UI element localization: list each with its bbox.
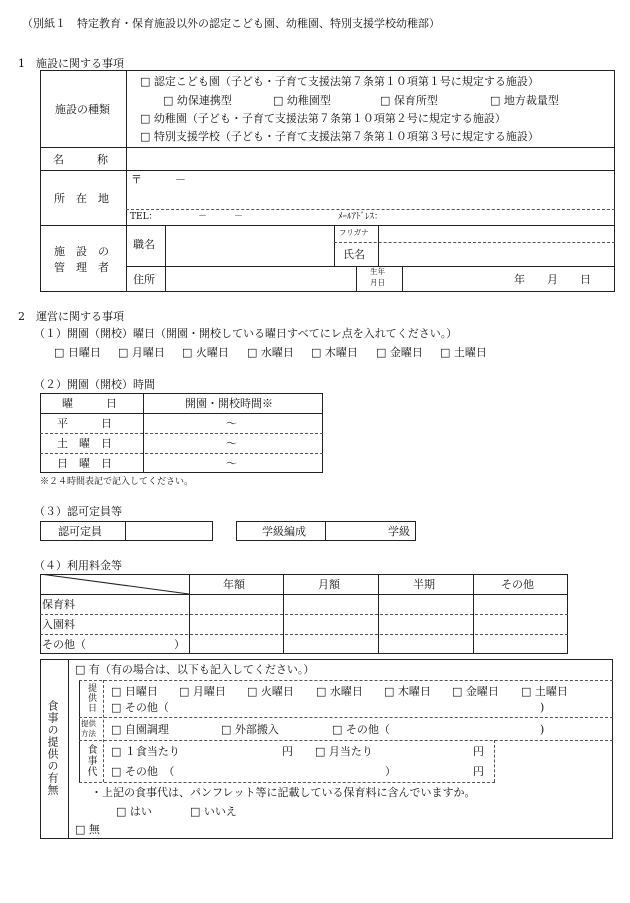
meal-day-thursday[interactable]: □ 木曜日 [384, 685, 431, 698]
fees-col-monthly: 月額 [318, 578, 340, 591]
fees-col-half: 半期 [413, 578, 435, 591]
furigana-label: フリガナ [339, 228, 369, 237]
class-label: 学級編成 [262, 525, 306, 538]
type-option-tokubetsu[interactable]: □ 特別支援学校（子ども・子育て支援法第７条第１０項第３号に規定する施設） [140, 130, 539, 143]
cost-per-meal[interactable]: □ １食当たり [111, 745, 180, 758]
address-label: 所 在 地 [54, 192, 109, 205]
answer-yes[interactable]: □ はい [116, 805, 152, 818]
class-unit: 学級 [388, 525, 410, 538]
day-tuesday[interactable]: □ 火曜日 [182, 346, 229, 359]
hours-note: ※２４時間表記で記入してください。 [40, 477, 194, 487]
method-other[interactable]: □ その他（ [332, 723, 390, 736]
method-label-1: 提供 [81, 719, 96, 728]
meal-day-wednesday[interactable]: □ 水曜日 [316, 685, 363, 698]
capacity-heading: （３）認可定員等 [34, 505, 122, 518]
subtype-yochien[interactable]: □ 幼稚園型 [273, 94, 331, 107]
type-option-yochien[interactable]: □ 幼稚園（子ども・子育て支援法第７条第１０項第２号に規定する施設） [140, 112, 506, 125]
hours-col-day: 曜 日 [62, 397, 117, 410]
method-external[interactable]: □ 外部搬入 [221, 723, 279, 736]
day-sunday[interactable]: □ 日曜日 [54, 346, 101, 359]
answer-no[interactable]: □ いいえ [190, 805, 237, 818]
birth-label-1: 生年 [370, 267, 385, 276]
meal-days-label: 提供日 [86, 683, 96, 713]
capacity-field[interactable] [128, 524, 210, 538]
birth-date-field[interactable]: 年 月 日 [514, 273, 591, 286]
method-in-house[interactable]: □ 自園調理 [111, 723, 169, 736]
fees-col-annual: 年額 [223, 578, 245, 591]
cost-other-close: ） [385, 765, 396, 778]
email-field[interactable]: ﾒｰﾙｱﾄﾞﾚｽ： [338, 212, 384, 222]
manager-name-label: 氏名 [343, 248, 365, 261]
document-title: （別紙１ 特定教育・保育施設以外の認定こども園、幼稚園、特別支援学校幼稚部） [22, 17, 440, 30]
fees-row-other: その他（ ） [42, 638, 185, 651]
meal-day-tuesday[interactable]: □ 火曜日 [247, 685, 294, 698]
facility-name-label: 名 称 [53, 153, 108, 166]
fee-inclusion-question: ・上記の食事代は、パンフレット等に記載している保育料に含んでいますか。 [91, 786, 476, 799]
hours-heading: （２）開園（開校）時間 [34, 378, 155, 391]
type-option-kodomoen[interactable]: □ 認定こども園（子ども・子育て支援法第７条第１０項第１号に規定する施設） [140, 75, 539, 88]
hours-row-saturday-label: 土 曜 日 [57, 437, 112, 450]
facility-table-divider [126, 70, 127, 292]
cost-other[interactable]: □ その他 （ [111, 765, 175, 778]
postal-code-field[interactable]: 〒 － [131, 173, 186, 186]
meal-day-friday[interactable]: □ 金曜日 [452, 685, 499, 698]
day-wednesday[interactable]: □ 水曜日 [247, 346, 294, 359]
day-thursday[interactable]: □ 木曜日 [311, 346, 358, 359]
hours-row-weekday-label: 平 日 [57, 417, 112, 430]
facility-name-field[interactable] [130, 155, 610, 167]
hours-row-weekday-time[interactable]: ～ [226, 417, 237, 430]
day-monday[interactable]: □ 月曜日 [118, 346, 165, 359]
fees-row-childcare: 保育料 [42, 598, 75, 611]
section1-heading: 1 施設に関する事項 [18, 57, 124, 70]
hours-row-sunday-time[interactable]: ～ [226, 457, 237, 470]
cost-per-meal-yen: 円 [282, 745, 293, 758]
tel-field[interactable]: TEL： － － [130, 212, 244, 222]
day-friday[interactable]: □ 金曜日 [376, 346, 423, 359]
method-label-2: 方法 [81, 729, 96, 738]
capacity-label: 認可定員 [58, 525, 102, 538]
meal-yes-option[interactable]: □ 有（有の場合は、以下も記入してください。） [75, 663, 315, 676]
meal-day-other-close: ) [540, 701, 545, 714]
meal-cost-label: 食事代 [85, 744, 96, 777]
meal-day-monday[interactable]: □ 月曜日 [179, 685, 226, 698]
method-other-close: ) [540, 723, 545, 736]
facility-type-label: 施設の種類 [55, 103, 110, 116]
fees-heading: （４）利用料金等 [34, 559, 122, 572]
manager-address-label: 住所 [133, 273, 155, 286]
fees-col-other: その他 [501, 578, 534, 591]
section2-heading: 2 運営に関する事項 [18, 310, 124, 323]
hours-row-saturday-time[interactable]: ～ [226, 437, 237, 450]
meal-provision-label: 食事の提供の有無 [46, 700, 59, 796]
meal-day-sunday[interactable]: □ 日曜日 [111, 685, 158, 698]
subtype-hoikusho[interactable]: □ 保育所型 [380, 94, 438, 107]
cost-per-month-yen: 円 [473, 745, 484, 758]
day-saturday[interactable]: □ 土曜日 [440, 346, 487, 359]
birth-label-2: 月日 [370, 278, 385, 287]
manager-label-2: 管 理 者 [54, 261, 109, 274]
hours-col-time: 開園・開校時間※ [185, 397, 273, 410]
meal-no-option[interactable]: □ 無 [75, 823, 100, 836]
position-label: 職名 [133, 238, 155, 251]
days-heading: （１）開園（開校）曜日（開園・開校している曜日すべてにレ点を入れてください。） [34, 327, 458, 340]
fees-diagonal-line [40, 574, 190, 595]
meal-day-saturday[interactable]: □ 土曜日 [521, 685, 568, 698]
subtype-yoho-renkei[interactable]: □ 幼保連携型 [163, 94, 232, 107]
manager-label-1: 施 設 の [54, 245, 109, 258]
cost-per-month[interactable]: □ 月当たり [315, 745, 373, 758]
meal-day-other[interactable]: □ その他（ [111, 701, 169, 714]
subtype-chiho-sairyo[interactable]: □ 地方裁量型 [490, 94, 559, 107]
fees-row-admission: 入園料 [42, 618, 75, 631]
hours-row-sunday-label: 日 曜 日 [57, 457, 112, 470]
cost-other-yen: 円 [473, 765, 484, 778]
